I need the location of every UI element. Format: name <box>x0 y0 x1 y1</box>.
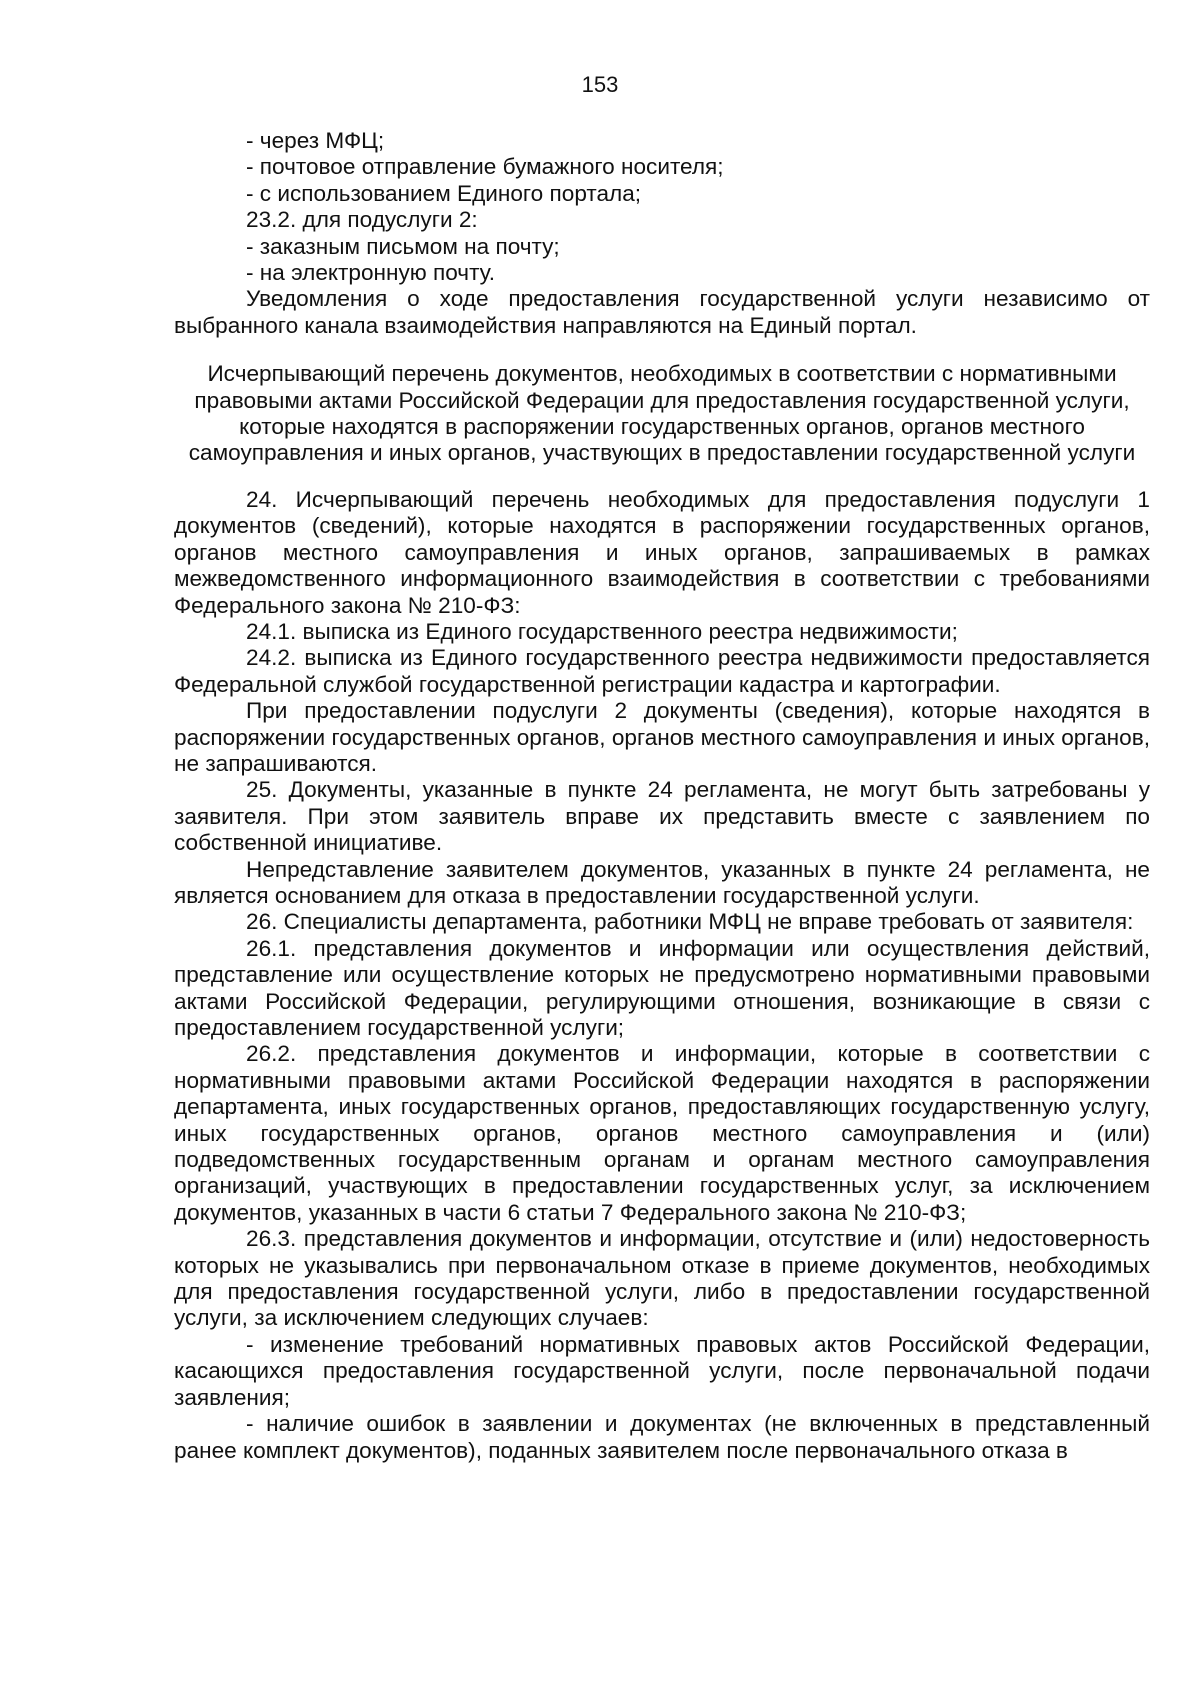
paragraph-25: 25. Документы, указанные в пункте 24 регламента, не могут быть затребованы у заявителя. При этом заявитель вправе их представить вместе с заявлением по собственной инициативе. <box>174 777 1150 856</box>
notification-paragraph: Уведомления о ходе предоставления государственной услуги независимо от выбранного канала взаимодействия направляются на Единый портал. <box>174 286 1150 338</box>
list-item: - с использованием Единого портала; <box>246 180 642 206</box>
paragraph-26-3: 26.3. представления документов и информации, отсутствие и (или) недостоверность которых не указывались при первоначальном отказе в приеме документов, необходимых для предоставления государственной услуги, либо в предоставлении государственной услуги, за исключением следующих случаев: <box>174 1226 1150 1331</box>
paragraph-subservice-2: При предоставлении подуслуги 2 документы (сведения), которые находятся в распоряжении государственных органов, органов местного самоуправления и иных органов, не запрашиваются. <box>174 698 1150 776</box>
paragraph-24-2: 24.2. выписка из Единого государственного реестра недвижимости предоставляется Федеральной службой государственной регистрации кадастра и картографии. <box>174 645 1150 697</box>
list-item: 23.2. для подуслуги 2: <box>246 207 478 233</box>
section-heading: Исчерпывающий перечень документов, необходимых в соответствии с нормативными правовыми актами Российской Федерации для предоставления государственной услуги, которые находятся в распоряжении государственных органов, органов местного самоуправления и иных органов, участвующих в предоставлении государственной услуги <box>188 361 1136 466</box>
paragraph-26: 26. Специалисты департамента, работники МФЦ не вправе требовать от заявителя: <box>246 909 1134 935</box>
paragraph-exception-1: - изменение требований нормативных правовых актов Российской Федерации, касающихся предоставления государственной услуги, после первоначальной подачи заявления; <box>174 1331 1150 1410</box>
list-item: - на электронную почту. <box>246 260 495 286</box>
document-body <box>174 128 1150 1464</box>
page-number: 153 <box>581 72 619 97</box>
paragraph-24-1: 24.1. выписка из Единого государственного реестра недвижимости; <box>246 618 958 644</box>
list-item: - почтовое отправление бумажного носителя; <box>246 154 724 180</box>
paragraph-24: 24. Исчерпывающий перечень необходимых для предоставления подуслуги 1 документов (сведений), которые находятся в распоряжении государственных органов, органов местного самоуправления и иных органов, запрашиваемых в рамках межведомственного информационного взаимодействия в соответствии с требованиями Федерального закона № 210-ФЗ: <box>174 486 1150 618</box>
paragraph-exception-2: - наличие ошибок в заявлении и документах (не включенных в представленный ранее комплект документов), поданных заявителем после первоначального отказа в <box>174 1411 1150 1463</box>
paragraph-26-2: 26.2. представления документов и информации, которые в соответствии с нормативными правовыми актами Российской Федерации находятся в распоряжении департамента, иных государственных органов, предоставляющих государственную услугу, иных государственных органов, органов местного самоуправления и (или) подведомственных государственным органам и органам местного самоуправления организаций, участвующих в предоставлении государственных услуг, за исключением документов, указанных в части 6 статьи 7 Федерального закона № 210-ФЗ; <box>174 1041 1150 1225</box>
paragraph-26-1: 26.1. представления документов и информации или осуществления действий, представление или осуществление которых не предусмотрено нормативными правовыми актами Российской Федерации, регулирующими отношения, возникающие в связи с предоставлением государственной услуги; <box>174 935 1150 1040</box>
paragraph-non-submission: Непредставление заявителем документов, указанных в пункте 24 регламента, не является основанием для отказа в предоставлении государственной услуги. <box>174 856 1150 908</box>
list-item: - заказным письмом на почту; <box>246 233 560 259</box>
list-item: - через МФЦ; <box>246 128 385 153</box>
